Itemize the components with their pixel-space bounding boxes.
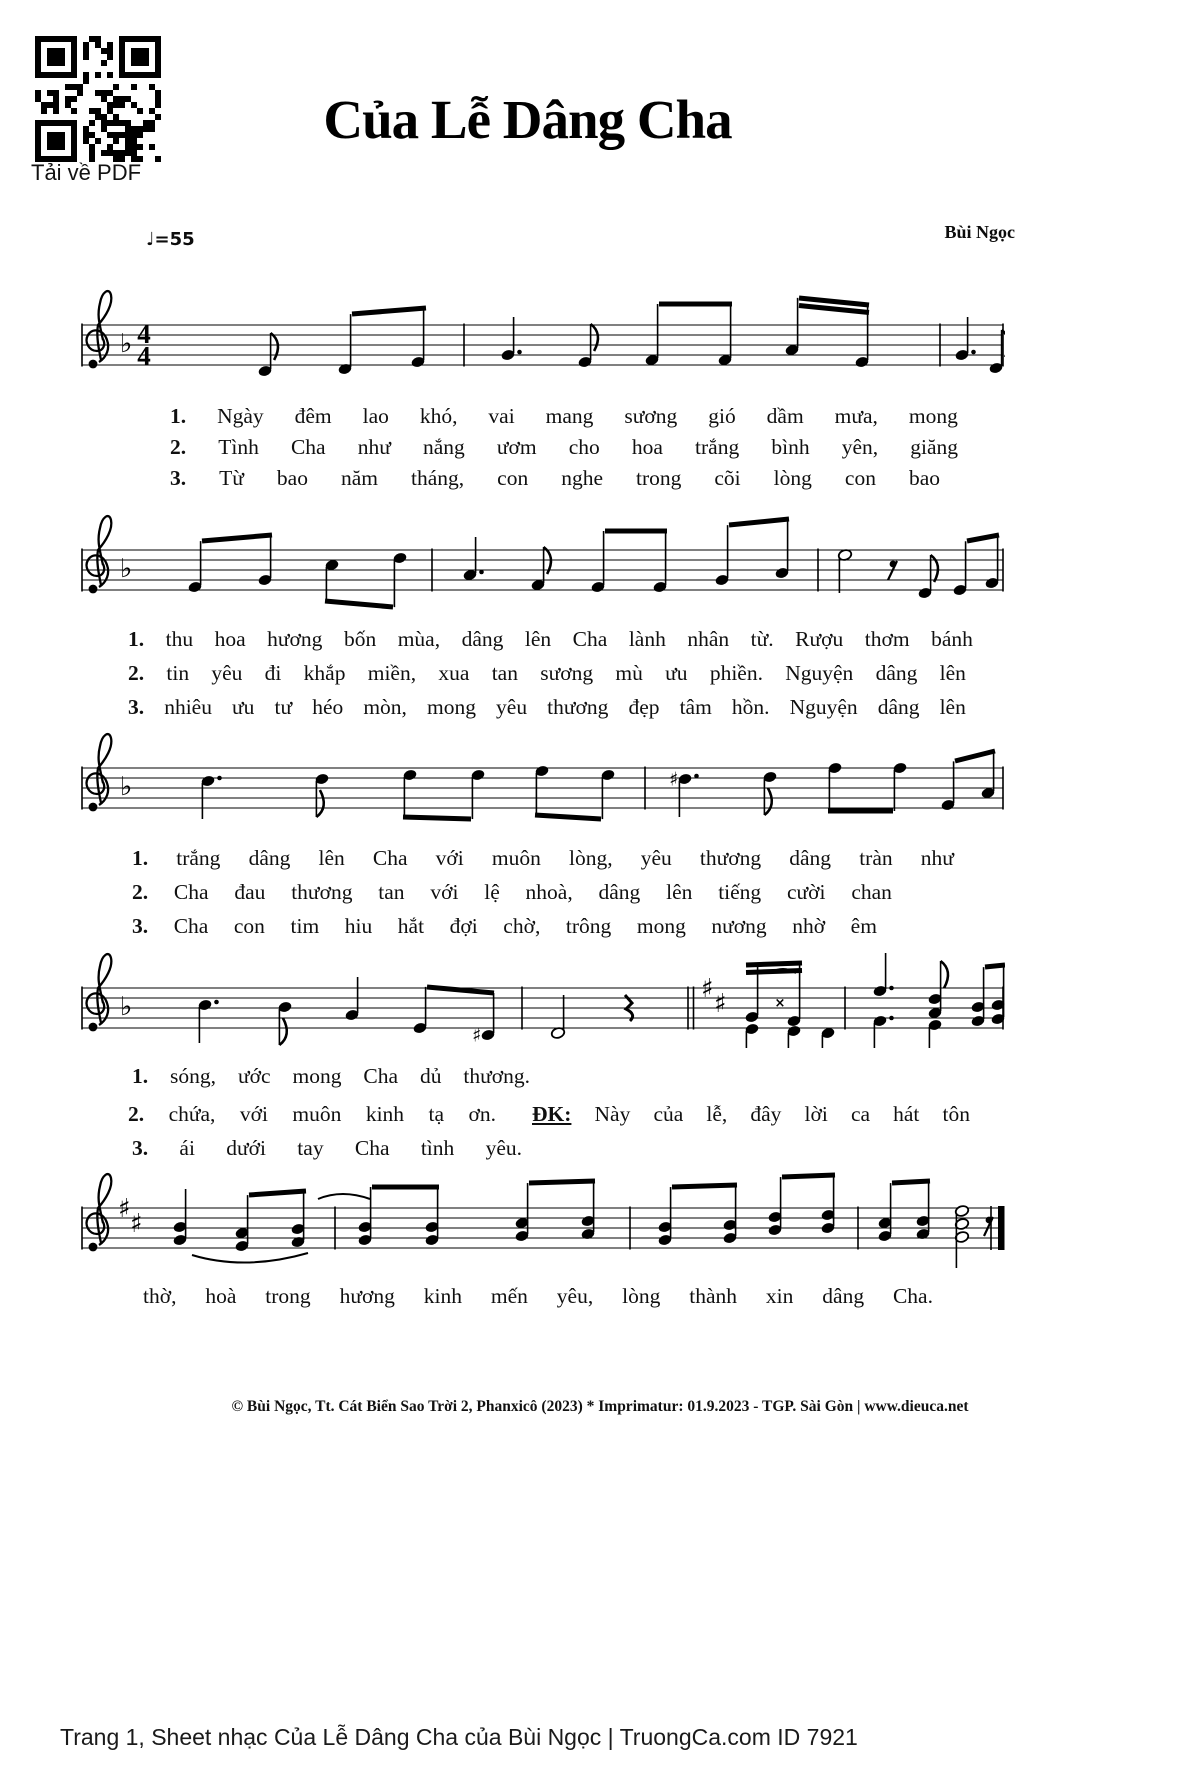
composer-name: Bùi Ngọc	[944, 222, 1015, 242]
download-pdf-link[interactable]: Tải về PDF	[31, 160, 142, 185]
lyric-word: nhờ	[792, 914, 826, 938]
lyrics-line	[128, 1102, 970, 1127]
lyrics-line	[170, 466, 940, 491]
lyric-word: dưới	[226, 1136, 266, 1160]
lyric-word: vai	[488, 404, 515, 428]
lyric-word: êm	[850, 914, 877, 938]
lyric-word: khắp	[303, 661, 346, 685]
lyric-word: yêu	[211, 661, 243, 685]
lyric-word: thương	[547, 695, 609, 719]
lyric-word: kinh	[423, 1284, 462, 1308]
lyric-word: mến	[490, 1284, 528, 1308]
lyric-word: lòng,	[568, 846, 613, 870]
lyric-word: dâng	[875, 661, 918, 685]
svg-text:♯: ♯	[472, 1024, 482, 1047]
verse-number: 1.	[128, 627, 145, 651]
lyric-word: phiền.	[709, 661, 763, 685]
lyric-word: tạ	[428, 1102, 445, 1126]
lyric-word: lao	[362, 404, 389, 428]
lyric-word: lệ	[484, 880, 500, 904]
lyric-word: Này	[594, 1102, 631, 1126]
lyric-word: thành	[689, 1284, 738, 1308]
lyric-word: lên	[524, 627, 552, 651]
lyric-word: hoà	[205, 1284, 237, 1308]
lyric-word: của	[653, 1102, 684, 1126]
chorus-label: ĐK:	[532, 1102, 572, 1126]
lyric-word: lời	[804, 1102, 828, 1126]
lyric-word: Nguyện	[785, 661, 854, 685]
lyric-word: chan	[851, 880, 892, 904]
lyric-word: Cha	[173, 914, 209, 938]
lyric-word: thương	[699, 846, 762, 870]
copyright-line: © Bùi Ngọc, Tt. Cát Biển Sao Trời 2, Phanxicô (2023) * Imprimatur: 01.9.2023 - TGP. Sài Gòn | www.dieuca.net	[231, 1398, 969, 1415]
svg-text:♭: ♭	[120, 772, 133, 802]
lyric-word: Cha	[372, 846, 408, 870]
lyric-word: với	[435, 846, 464, 870]
lyric-word: lòng	[773, 466, 812, 490]
lyric-word: sóng,	[170, 1064, 217, 1088]
lyric-word: dâng	[789, 846, 832, 870]
lyric-word: tháng,	[411, 466, 465, 490]
verse-number: 3.	[132, 914, 149, 938]
lyric-word: bốn	[343, 627, 377, 651]
lyric-word: tình	[420, 1136, 455, 1160]
lyric-word: tay	[297, 1136, 324, 1160]
svg-text:♯: ♯	[118, 1194, 131, 1224]
lyric-word: ưu	[665, 661, 688, 685]
lyric-word: dầm	[766, 404, 804, 428]
lyric-word: muôn	[491, 846, 541, 870]
lyric-word: tư	[274, 695, 293, 719]
lyric-word: hương	[267, 627, 323, 651]
lyrics-line	[132, 1136, 522, 1161]
lyric-word: Tình	[218, 435, 259, 459]
lyric-word: tim	[290, 914, 320, 938]
lyric-word: từ.	[750, 627, 774, 651]
lyric-word: xua	[438, 661, 470, 685]
lyric-word: nhiêu	[164, 695, 212, 719]
lyric-word: với	[430, 880, 459, 904]
lyric-word: đêm	[294, 404, 332, 428]
verse-number: 2.	[170, 435, 187, 459]
lyric-word: khó,	[419, 404, 458, 428]
treble-clef-icon	[87, 516, 112, 593]
lyric-word: mong	[426, 695, 476, 719]
lyric-word: con	[233, 914, 265, 938]
lyric-word: ước	[237, 1064, 271, 1088]
lyric-word: ưu	[232, 695, 255, 719]
lyric-word: bình	[771, 435, 810, 459]
lyrics-line	[128, 661, 966, 686]
lyric-word: ơn.	[468, 1102, 496, 1126]
lyric-word: trong	[265, 1284, 311, 1308]
lyric-word: chờ,	[503, 914, 541, 938]
lyric-word: tan	[378, 880, 405, 904]
lyric-word: nhân	[687, 627, 730, 651]
lyric-word: ca	[850, 1102, 871, 1126]
lyric-word: nghe	[561, 466, 603, 490]
lyric-word: đợi	[449, 914, 478, 938]
lyric-word: đẹp	[628, 695, 660, 719]
lyric-word: xin	[765, 1284, 794, 1308]
lyrics-line	[128, 695, 966, 720]
verse-number: 1.	[132, 1064, 149, 1088]
music-staff-1	[80, 270, 1005, 385]
lyrics-line	[132, 914, 877, 939]
svg-text:4: 4	[137, 341, 151, 371]
lyric-word: thương.	[463, 1064, 530, 1088]
lyrics-line	[132, 1064, 530, 1089]
lyric-word: đây	[750, 1102, 782, 1126]
verse-number: 3.	[128, 695, 145, 719]
treble-clef-icon	[87, 954, 112, 1031]
svg-text:♭: ♭	[120, 554, 133, 584]
lyric-word: mong	[636, 914, 686, 938]
svg-text:♭: ♭	[120, 992, 133, 1022]
lyric-word: mang	[545, 404, 594, 428]
verse-number: 1.	[132, 846, 149, 870]
lyric-word: sương	[624, 404, 678, 428]
lyric-word: trắng	[695, 435, 740, 459]
lyrics-line	[132, 846, 954, 871]
lyric-word: cười	[786, 880, 826, 904]
svg-text:♯: ♯	[714, 989, 727, 1019]
lyric-word: hương	[339, 1284, 395, 1308]
lyric-word: tôn	[942, 1102, 970, 1126]
lyric-word: chứa,	[168, 1102, 216, 1126]
lyric-word: hồn.	[731, 695, 770, 719]
lyric-word: Ngày	[217, 404, 264, 428]
lyric-word: Nguyện	[789, 695, 858, 719]
lyric-word: lành	[628, 627, 666, 651]
lyric-word: Cha	[290, 435, 326, 459]
lyric-word: nắng	[422, 435, 465, 459]
lyric-word: Cha.	[892, 1284, 933, 1308]
lyric-word: thơm	[864, 627, 910, 651]
lyric-word: ươm	[496, 435, 537, 459]
lyric-word: yên,	[841, 435, 879, 459]
music-staff-3	[80, 713, 1005, 828]
lyric-word: Cha	[173, 880, 209, 904]
lyric-word: bao	[276, 466, 308, 490]
treble-clef-icon	[87, 734, 112, 811]
treble-clef-icon	[87, 291, 112, 368]
lyric-word: tràn	[859, 846, 893, 870]
lyric-word: yêu,	[556, 1284, 594, 1308]
lyric-word: Cha	[572, 627, 608, 651]
lyric-word: với	[239, 1102, 268, 1126]
lyric-word: cho	[568, 435, 600, 459]
lyric-word: tan	[491, 661, 518, 685]
lyric-word: bao	[908, 466, 940, 490]
svg-text:♯: ♯	[130, 1209, 143, 1239]
lyric-word: hát	[893, 1102, 920, 1126]
lyric-word: thương	[291, 880, 353, 904]
lyric-word: hiu	[344, 914, 373, 938]
lyric-word: bánh	[931, 627, 973, 651]
lyric-word: dâng	[248, 846, 291, 870]
lyric-word: như	[357, 435, 391, 459]
lyric-word: dâng	[822, 1284, 865, 1308]
lyric-word: muôn	[292, 1102, 342, 1126]
lyric-word: hoa	[631, 435, 663, 459]
lyric-word: héo	[312, 695, 344, 719]
lyric-word: dâng	[877, 695, 920, 719]
lyric-word: tin	[166, 661, 190, 685]
lyric-word: gió	[708, 404, 736, 428]
lyric-word: Cha	[363, 1064, 399, 1088]
lyric-word: nương	[711, 914, 767, 938]
svg-text:♯: ♯	[701, 974, 714, 1004]
verse-number: 2.	[128, 661, 145, 685]
song-title: Của Lễ Dâng Cha	[323, 89, 732, 150]
lyric-word: sương	[540, 661, 594, 685]
verse-number: 2.	[132, 880, 149, 904]
lyric-word: lên	[318, 846, 345, 870]
lyric-word: con	[497, 466, 529, 490]
lyric-word: hắt	[397, 914, 425, 938]
lyric-word: mù	[615, 661, 643, 685]
lyric-word: trắng	[176, 846, 221, 870]
lyric-word: ái	[179, 1136, 195, 1160]
lyric-word: miền,	[367, 661, 417, 685]
lyric-word: trong	[636, 466, 682, 490]
lyric-word: thờ,	[143, 1284, 177, 1308]
lyrics-line	[143, 1284, 933, 1309]
lyric-word: mong	[908, 404, 958, 428]
lyric-word: tiếng	[718, 880, 762, 904]
lyric-word: giăng	[910, 435, 958, 459]
verse-number: 3.	[132, 1136, 149, 1160]
lyric-word: đau	[234, 880, 266, 904]
lyric-word: cõi	[714, 466, 741, 490]
music-staff-2	[80, 495, 1005, 610]
lyric-word: hoa	[214, 627, 246, 651]
lyric-word: tâm	[679, 695, 712, 719]
lyric-word: dâng	[461, 627, 504, 651]
lyric-word: dâng	[598, 880, 641, 904]
music-staff-4	[80, 933, 1005, 1048]
lyric-word: trông	[565, 914, 612, 938]
verse-number: 1.	[170, 404, 187, 428]
lyrics-line	[170, 435, 958, 460]
lyric-word: yêu	[640, 846, 672, 870]
svg-text:♭: ♭	[120, 329, 133, 359]
lyric-word: nhoà,	[525, 880, 573, 904]
lyric-word: yêu.	[485, 1136, 522, 1160]
lyric-word: mưa,	[834, 404, 878, 428]
lyric-word: lên	[666, 880, 693, 904]
lyric-word: yêu	[496, 695, 528, 719]
lyric-word: như	[920, 846, 954, 870]
treble-clef-icon	[87, 1174, 112, 1251]
lyric-word: Cha	[354, 1136, 390, 1160]
lyric-word: Rượu	[795, 627, 844, 651]
lyrics-line	[132, 880, 892, 905]
lyric-word: Từ	[219, 466, 244, 490]
lyrics-line	[170, 404, 958, 429]
lyric-word: lên	[939, 695, 966, 719]
lyric-word: năm	[340, 466, 378, 490]
page-footer: Trang 1, Sheet nhạc Của Lễ Dâng Cha của Bùi Ngọc | TruongCa.com ID 7921	[60, 1724, 858, 1750]
lyric-word: lên	[939, 661, 966, 685]
lyric-word: lễ,	[706, 1102, 728, 1126]
lyric-word: mùa,	[397, 627, 441, 651]
lyric-word: thu	[165, 627, 194, 651]
svg-text:×: ×	[774, 996, 786, 1011]
lyric-word: mong	[292, 1064, 342, 1088]
lyric-word: mòn,	[363, 695, 407, 719]
verse-number: 2.	[128, 1102, 145, 1126]
music-staff-5	[80, 1153, 1005, 1268]
verse-number: 3.	[170, 466, 187, 490]
tempo-marking: ♩=55	[146, 229, 195, 250]
lyrics-line	[128, 627, 973, 652]
lyric-word: đi	[264, 661, 282, 685]
lyric-word: lòng	[622, 1284, 661, 1308]
lyric-word: con	[844, 466, 876, 490]
lyric-word: dủ	[419, 1064, 442, 1088]
svg-text:♯: ♯	[669, 768, 679, 791]
svg-text:4: 4	[137, 319, 151, 349]
lyric-word: kinh	[365, 1102, 405, 1126]
